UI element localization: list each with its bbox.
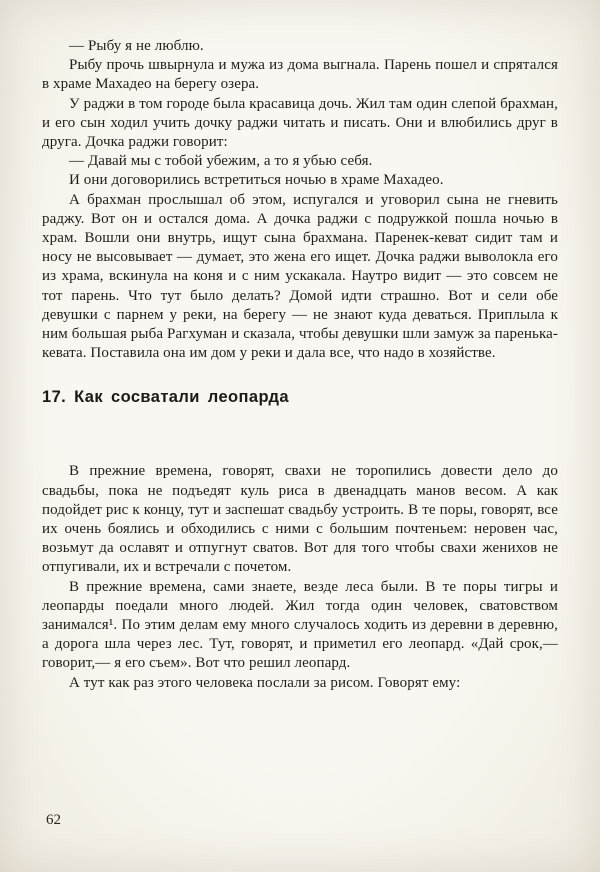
paragraph-dialogue: — Рыбу я не люблю. <box>69 38 204 54</box>
paragraph: А брахман прослышал об этом, испугался и уговорил сына не гневить раджу. Вот он и остался дома. А дочка раджи с подружкой пошла ночью в храм. Вошли они внутрь, ищут сына брахмана. Паренек-кеват сидит там и носу не высовывает — думает, это жена его ищет. Дочка раджи выволокла его из храма, вскинула на коня и с ним ускакала. Наутро видит — это совсем не тот парень. Что тут было делать? Домой идти страшно. Вот и сели обе девушки с парнем у реки, на берегу — не знают куда деваться. Приплыла к ним большая рыба Рагхуман и сказала, чтобы девушки шли замуж за паренька-кевата. Поставила она им дом у реки и дала все, что надо в хозяйстве. <box>42 191 558 362</box>
chapter-heading: 17. Как сосватали леопарда <box>42 388 289 407</box>
paragraph: А тут как раз этого человека послали за рисом. Говорят ему: <box>69 674 461 691</box>
paragraph: В прежние времена, сами знаете, везде леса были. В те поры тигры и леопарды поедали много людей. Жил тогда один человек, сватовством занимался¹. По этим делам ему много случалось ходить из деревни в деревню, а дорога шла через лес. Тут, говорят, и приметил его леопард. «Дай срок,— говорит,— я его съем». Вот что решил леопард. <box>42 578 558 672</box>
paragraph: У раджи в том городе была красавица дочь. Жил там один слепой брахман, и его сын ходил учить дочку раджи читать и писать. Они и влюбились друг в друга. Дочка раджи говорит: <box>42 95 558 151</box>
page-number: 62 <box>46 812 61 828</box>
paragraph: В прежние времена, говорят, свахи не торопились довести дело до свадьбы, пока не подъедят куль риса в двенадцать манов весом. А как подойдет рис к концу, тут и заспешат свадьбу устроить. В те поры, говорят, все их очень боялись и обходились с ними с большим почтеньем: неровен час, возьмут да ославят и отпугнут сватов. Вот для того чтобы свахи женихов не отпугивали, их и встречали с почетом. <box>42 463 558 576</box>
text-block <box>42 37 558 693</box>
paragraph: И они договорились встретиться ночью в храме Махадео. <box>69 172 444 189</box>
paragraph: Рыбу прочь швырнула и мужа из дома выгнала. Парень пошел и спрятался в храме Махадео на берегу озера. <box>42 57 558 93</box>
paragraph-dialogue: — Давай мы с тобой убежим, а то я убью себя. <box>69 153 373 170</box>
